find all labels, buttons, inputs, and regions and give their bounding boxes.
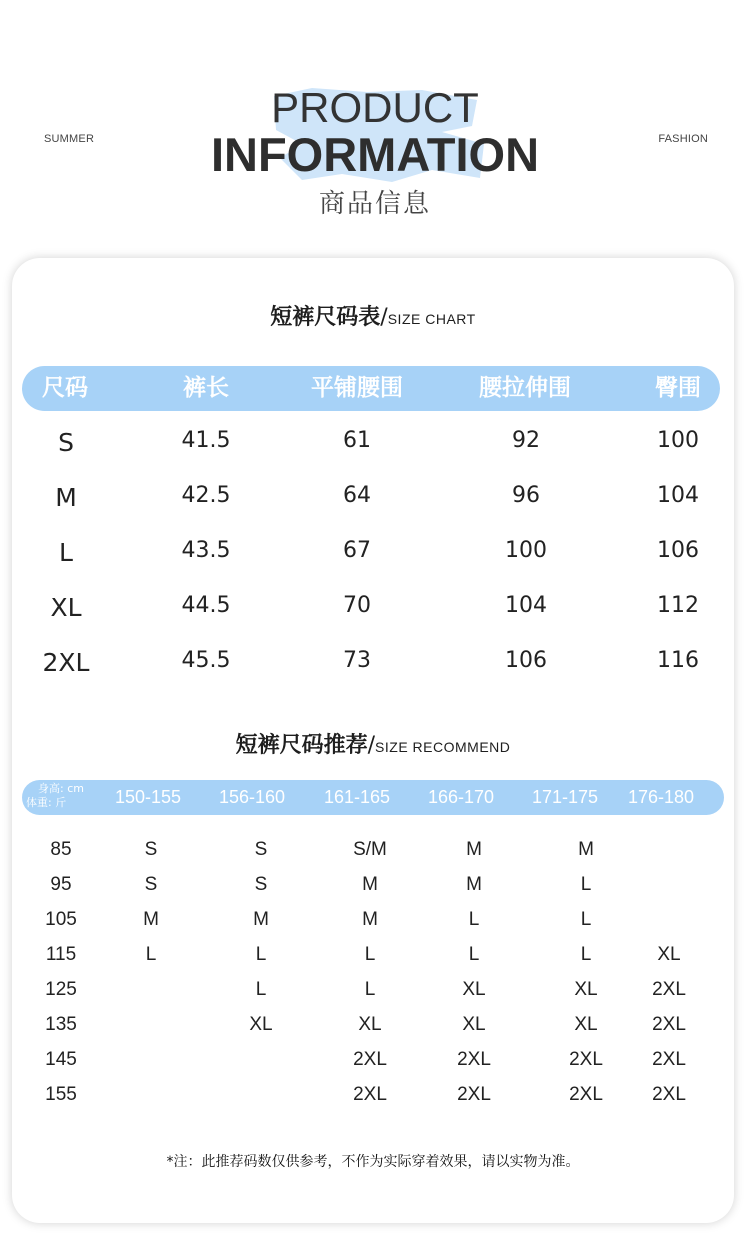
- column-header: 臀围: [655, 375, 701, 401]
- table-cell: XL: [657, 944, 681, 965]
- title-information: INFORMATION: [210, 128, 540, 181]
- column-header: 裤长: [183, 375, 229, 401]
- table-cell: 106: [657, 538, 699, 563]
- table-cell: XL: [462, 979, 486, 1000]
- table-cell: 92: [512, 428, 540, 453]
- table-cell: L: [59, 538, 73, 567]
- table-cell: 73: [343, 648, 371, 673]
- height-range-header: 171-175: [531, 787, 599, 807]
- size-chart-title-cn: 短裤尺码表: [270, 305, 381, 330]
- table-cell: 42.5: [181, 483, 231, 508]
- table-cell: S: [144, 874, 158, 895]
- table-cell: 44.5: [181, 593, 231, 618]
- table-cell: 104: [657, 483, 699, 508]
- height-range-header: 150-155: [114, 787, 182, 807]
- weight-cell: 95: [50, 874, 72, 895]
- table-cell: M: [55, 483, 77, 512]
- table-cell: L: [468, 944, 480, 965]
- column-header: 腰拉伸围: [479, 375, 571, 401]
- table-cell: 116: [657, 648, 699, 673]
- table-cell: 2XL: [652, 1084, 686, 1105]
- size-chart-heading: [12, 300, 734, 331]
- size-recommend-heading: [12, 728, 734, 759]
- size-recommend-header-bar: [22, 780, 724, 815]
- table-cell: S: [58, 428, 74, 457]
- table-cell: XL: [249, 1014, 273, 1035]
- table-cell: L: [145, 944, 157, 965]
- height-range-header: 166-170: [427, 787, 495, 807]
- table-cell: 2XL: [652, 979, 686, 1000]
- table-cell: XL: [462, 1014, 486, 1035]
- table-cell: 2XL: [457, 1049, 491, 1070]
- size-recommend-title-en: SIZE RECOMMEND: [375, 739, 511, 755]
- table-cell: M: [466, 874, 482, 895]
- table-cell: S: [254, 874, 268, 895]
- weight-cell: 145: [45, 1049, 77, 1070]
- table-cell: 2XL: [353, 1049, 387, 1070]
- table-cell: XL: [574, 979, 598, 1000]
- table-cell: S: [144, 839, 158, 860]
- table-cell: L: [255, 944, 267, 965]
- table-cell: M: [466, 839, 482, 860]
- size-recommend-title-sep: /: [367, 733, 376, 758]
- table-cell: S/M: [353, 839, 387, 860]
- table-cell: 41.5: [181, 428, 231, 453]
- table-cell: XL: [50, 593, 82, 622]
- table-cell: M: [253, 909, 269, 930]
- table-cell: M: [143, 909, 159, 930]
- weight-cell: 155: [45, 1084, 77, 1105]
- table-cell: 61: [343, 428, 371, 453]
- size-recommend-title-cn: 短裤尺码推荐: [235, 733, 368, 758]
- table-cell: L: [255, 979, 267, 1000]
- table-cell: 70: [343, 593, 371, 618]
- table-cell: 96: [512, 483, 540, 508]
- table-cell: M: [362, 874, 378, 895]
- table-cell: 2XL: [353, 1084, 387, 1105]
- table-cell: 2XL: [569, 1049, 603, 1070]
- table-cell: 100: [505, 538, 547, 563]
- weight-cell: 115: [45, 944, 77, 965]
- column-header: 尺码: [42, 375, 88, 401]
- title-product: PRODUCT: [271, 84, 479, 131]
- column-header: 平铺腰围: [311, 375, 403, 401]
- table-cell: S: [254, 839, 268, 860]
- table-cell: 2XL: [457, 1084, 491, 1105]
- size-chart-title-en: SIZE CHART: [387, 311, 476, 327]
- height-range-header: 176-180: [627, 787, 695, 807]
- table-cell: L: [580, 874, 592, 895]
- table-cell: 64: [343, 483, 371, 508]
- summer-tag: SUMMER: [44, 133, 95, 145]
- weight-cell: 135: [45, 1014, 77, 1035]
- disclaimer-note: *注：此推荐码数仅供参考，不作为实际穿着效果，请以实物为准。: [166, 1154, 580, 1170]
- title-chinese: 商品信息: [318, 189, 431, 219]
- weight-unit-label: 体重: 斤: [26, 796, 67, 809]
- table-cell: 112: [657, 593, 699, 618]
- height-range-header: 156-160: [218, 787, 286, 807]
- table-cell: M: [362, 909, 378, 930]
- table-cell: L: [364, 944, 376, 965]
- table-cell: 100: [657, 428, 699, 453]
- info-card: [12, 258, 734, 1223]
- table-cell: 2XL: [42, 648, 90, 677]
- table-cell: 45.5: [181, 648, 231, 673]
- table-cell: 2XL: [652, 1049, 686, 1070]
- fashion-tag: FASHION: [658, 133, 708, 145]
- table-cell: 43.5: [181, 538, 231, 563]
- table-cell: L: [580, 909, 592, 930]
- table-cell: M: [578, 839, 594, 860]
- height-unit-label: 身高: cm: [38, 782, 84, 795]
- table-cell: XL: [358, 1014, 382, 1035]
- size-chart-header-bar: [22, 366, 720, 411]
- table-cell: 2XL: [652, 1014, 686, 1035]
- weight-cell: 105: [45, 909, 77, 930]
- table-cell: 2XL: [569, 1084, 603, 1105]
- table-cell: L: [468, 909, 480, 930]
- weight-cell: 85: [50, 839, 72, 860]
- table-cell: L: [364, 979, 376, 1000]
- page-header: [0, 0, 750, 250]
- size-chart-title-sep: /: [380, 305, 388, 330]
- table-cell: 106: [505, 648, 547, 673]
- table-cell: XL: [574, 1014, 598, 1035]
- weight-cell: 125: [45, 979, 77, 1000]
- table-cell: 104: [505, 593, 547, 618]
- height-range-header: 161-165: [323, 787, 391, 807]
- table-cell: L: [580, 944, 592, 965]
- table-cell: 67: [343, 538, 371, 563]
